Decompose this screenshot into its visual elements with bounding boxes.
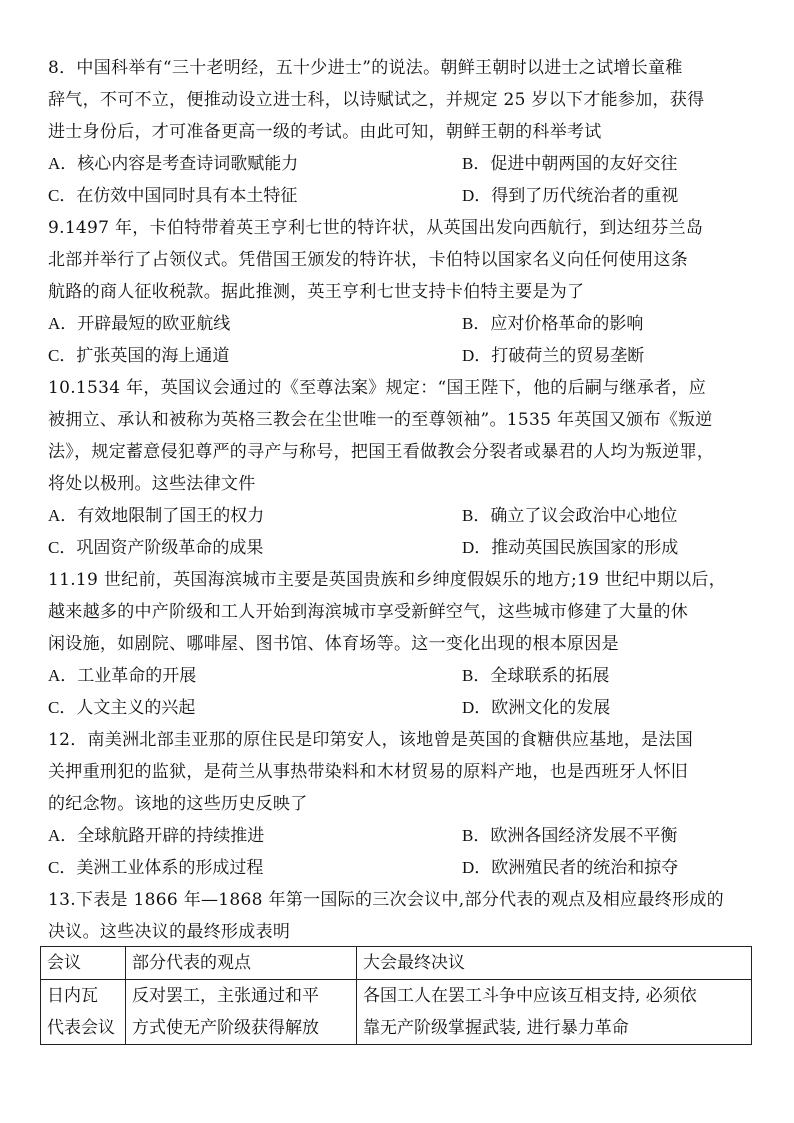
stem-line: 进士身份后，才可准备更高一级的考试。由此可知，朝鲜王朝的科举考试 [48, 122, 602, 142]
option-b[interactable] [462, 500, 677, 532]
option-letter: D． [462, 186, 492, 205]
question-9-stem [48, 212, 748, 308]
question-8-stem [48, 52, 748, 148]
option-b[interactable] [462, 820, 677, 852]
view-cell [126, 980, 357, 1045]
stem-line: 13.下表是 1866 年—1868 年第一国际的三次会议中,部分代表的观点及相应最终形成的 [48, 890, 724, 910]
option-text: 全球航路开辟的持续推进 [77, 826, 265, 846]
option-d[interactable] [462, 180, 678, 212]
option-letter: C． [48, 346, 77, 365]
option-letter: A． [48, 826, 78, 845]
option-text: 工业革命的开展 [77, 666, 197, 686]
option-text: 有效地限制了国王的权力 [77, 506, 265, 526]
option-text: 核心内容是考查诗词歌赋能力 [77, 154, 299, 174]
option-letter: A． [48, 666, 78, 685]
question-12-options [48, 820, 748, 884]
question-8-options [48, 148, 748, 212]
option-text: 欧洲各国经济发展不平衡 [490, 826, 678, 846]
stem-line: 北部并举行了占领仪式。凭借国王颁发的特许状，卡伯特以国家名义向任何使用这条 [48, 250, 689, 270]
stem-line: 航路的商人征收税款。据此推测，英王亨利七世支持卡伯特主要是为了 [48, 282, 585, 302]
option-c[interactable] [48, 532, 263, 564]
question-12-stem [48, 724, 748, 820]
option-letter: D． [462, 858, 492, 877]
option-text: 促进中朝两国的友好交往 [490, 154, 678, 174]
question-11-options [48, 660, 748, 724]
option-text: 美洲工业体系的形成过程 [76, 858, 264, 878]
option-letter: B． [462, 666, 491, 685]
stem-line: 11.19 世纪前，英国海滨城市主要是英国贵族和乡绅度假娱乐的地方;19 世纪中期以后， [48, 570, 727, 590]
option-letter: B． [462, 154, 491, 173]
option-d[interactable] [462, 852, 678, 884]
option-letter: D． [462, 538, 492, 557]
option-text: 应对价格革命的影响 [490, 314, 644, 334]
question-10-options [48, 500, 748, 564]
option-letter: B． [462, 506, 491, 525]
meeting-cell [41, 980, 126, 1045]
option-c[interactable] [48, 340, 229, 372]
option-text: 全球联系的拓展 [490, 666, 610, 686]
stem-line: 9.1497 年，卡伯特带着英王亨利七世的特许状，从英国出发向西航行，到达纽芬兰岛 [48, 218, 704, 238]
option-d[interactable] [462, 692, 610, 724]
question-13-stem [48, 884, 748, 948]
header-cell: 会议 [41, 947, 126, 980]
option-b[interactable] [462, 660, 609, 692]
cell-line: 代表会议 [47, 1018, 115, 1038]
option-text: 打破荷兰的贸易垄断 [491, 346, 645, 366]
option-letter: C． [48, 186, 77, 205]
option-text: 人文主义的兴起 [76, 698, 196, 718]
question-10-stem [48, 372, 748, 500]
option-letter: C． [48, 538, 77, 557]
option-text: 欧洲文化的发展 [491, 698, 611, 718]
table-row [41, 980, 752, 1045]
first-international-table [40, 946, 752, 1045]
option-text: 扩张英国的海上通道 [76, 346, 230, 366]
cell-line: 日内瓦 [47, 986, 98, 1006]
option-letter: A． [48, 154, 78, 173]
cell-line: 靠无产阶级掌握武装, 进行暴力革命 [363, 1018, 629, 1038]
stem-line: 被拥立、承认和被称为英格三教会在尘世唯一的至尊领袖”。1535 年英国又颁布《叛逆 [48, 410, 713, 430]
header-cell: 大会最终决议 [357, 947, 752, 980]
option-d[interactable] [462, 340, 644, 372]
cell-line: 方式使无产阶级获得解放 [132, 1018, 319, 1038]
question-11-stem [48, 564, 748, 660]
cell-line: 反对罢工，主张通过和平 [132, 986, 319, 1006]
stem-line: 的纪念物。该地的这些历史反映了 [48, 794, 308, 814]
table-header-row [41, 947, 752, 980]
option-letter: B． [462, 826, 491, 845]
question-9-options [48, 308, 748, 372]
option-a[interactable] [48, 308, 230, 340]
stem-line: 决议。这些决议的最终形成表明 [48, 922, 291, 942]
stem-line: 8．中国科举有“三十老明经，五十少进士”的说法。朝鲜王朝时以进士之试增长童稚 [48, 58, 683, 78]
stem-line: 越来越多的中产阶级和工人开始到海滨城市享受新鲜空气，这些城市修建了大量的休 [48, 602, 689, 622]
option-b[interactable] [462, 308, 643, 340]
option-letter: D． [462, 698, 492, 717]
option-c[interactable] [48, 692, 195, 724]
option-a[interactable] [48, 500, 264, 532]
option-letter: A． [48, 314, 78, 333]
option-letter: D． [462, 346, 492, 365]
option-c[interactable] [48, 852, 263, 884]
option-a[interactable] [48, 820, 264, 852]
option-a[interactable] [48, 148, 298, 180]
option-letter: C． [48, 698, 77, 717]
stem-line: 关押重刑犯的监狱，是荷兰从事热带染料和木材贸易的原料产地，也是西班牙人怀旧 [48, 762, 689, 782]
option-letter: A． [48, 506, 78, 525]
option-text: 确立了议会政治中心地位 [490, 506, 678, 526]
option-text: 巩固资产阶级革命的成果 [76, 538, 264, 558]
option-text: 开辟最短的欧亚航线 [77, 314, 231, 334]
option-letter: C． [48, 858, 77, 877]
option-text: 得到了历代统治者的重视 [491, 186, 679, 206]
option-text: 欧洲殖民者的统治和掠夺 [491, 858, 679, 878]
option-b[interactable] [462, 148, 677, 180]
option-a[interactable] [48, 660, 196, 692]
option-letter: B． [462, 314, 491, 333]
option-d[interactable] [462, 532, 678, 564]
stem-line: 将处以极刑。这些法律文件 [48, 474, 256, 494]
option-text: 推动英国民族国家的形成 [491, 538, 679, 558]
stem-line: 辞气，不可不立，便推动设立进士科，以诗赋试之，并规定 25 岁以下才能参加，获得 [48, 90, 705, 110]
stem-line: 10.1534 年，英国议会通过的《至尊法案》规定：“国王陛下，他的后嗣与继承者，应 [48, 378, 706, 398]
cell-line: 各国工人在罢工斗争中应该互相支持, 必须依 [363, 986, 697, 1006]
option-c[interactable] [48, 180, 297, 212]
stem-line: 法》，规定蓄意侵犯尊严的寻产与称号，把国王看做教会分裂者或暴君的人均为叛逆罪， [48, 442, 715, 462]
header-cell: 部分代表的观点 [126, 947, 357, 980]
resolution-cell [357, 980, 752, 1045]
stem-line: 12．南美洲北部圭亚那的原住民是印第安人，该地曾是英国的食糖供应基地，是法国 [48, 730, 694, 750]
stem-line: 闲设施，如剧院、哪啡屋、图书馆、体育场等。这一变化出现的根本原因是 [48, 634, 619, 654]
option-text: 在仿效中国同时具有本土特征 [76, 186, 298, 206]
